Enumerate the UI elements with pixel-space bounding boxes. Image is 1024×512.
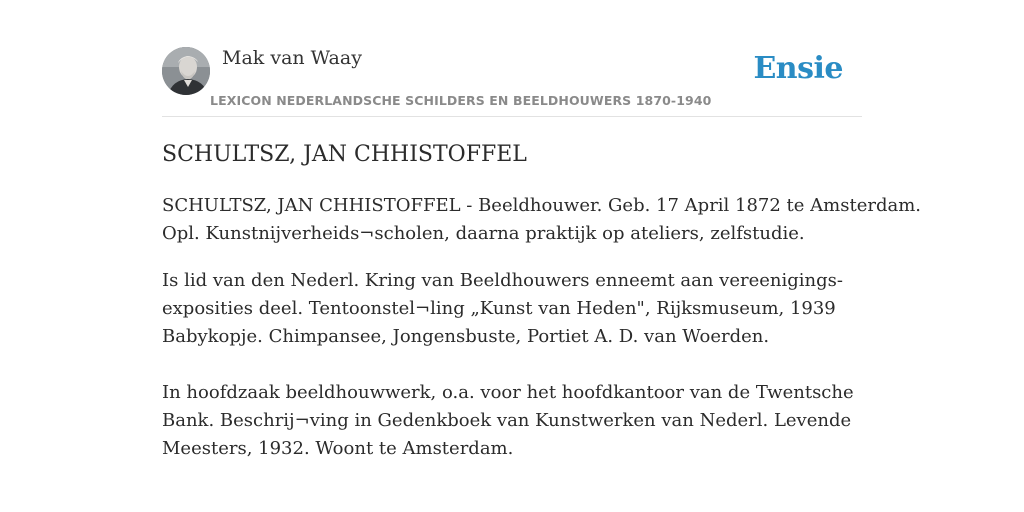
header (162, 0, 862, 117)
paragraph-1-line-2: Opl. Kunstnijverheids¬scholen, daarna praktijk op ateliers, zelfstudie. (162, 223, 805, 244)
ensie-logo[interactable]: Ensie (753, 51, 843, 86)
source-title[interactable]: LEXICON NEDERLANDSCHE SCHILDERS EN BEELDHOUWERS 1870-1940 (210, 93, 712, 108)
article-body (162, 192, 922, 463)
paragraph-1-line-1: SCHULTSZ, JAN CHHISTOFFEL - Beeldhouwer. Geb. 17 April 1872 te Amsterdam. (162, 195, 922, 216)
author-avatar[interactable] (162, 47, 210, 95)
paragraph-2-line-3: Babykopje. Chimpansee, Jongensbuste, Portiet A. D. van Woerden. (162, 326, 770, 347)
paragraph-2-line-1: Is lid van den Nederl. Kring van Beeldhouwers enneemt aan vereenigings- (162, 270, 843, 291)
paragraph-3-line-1: In hoofdzaak beeldhouwwerk, o.a. voor het hoofdkantoor van de Twentsche (162, 382, 854, 403)
paragraph-2-line-2: exposities deel. Tentoonstel¬ling „Kunst van Heden", Rijksmuseum, 1939 (162, 298, 836, 319)
page-title: SCHULTSZ, JAN CHHISTOFFEL (162, 142, 527, 167)
portrait-icon (162, 47, 210, 95)
paragraph-3-line-3: Meesters, 1932. Woont te Amsterdam. (162, 438, 514, 459)
author-name[interactable]: Mak van Waay (222, 47, 362, 69)
paragraph-3-line-2: Bank. Beschrij¬ving in Gedenkboek van Kunstwerken van Nederl. Levende (162, 410, 852, 431)
page (162, 0, 922, 512)
